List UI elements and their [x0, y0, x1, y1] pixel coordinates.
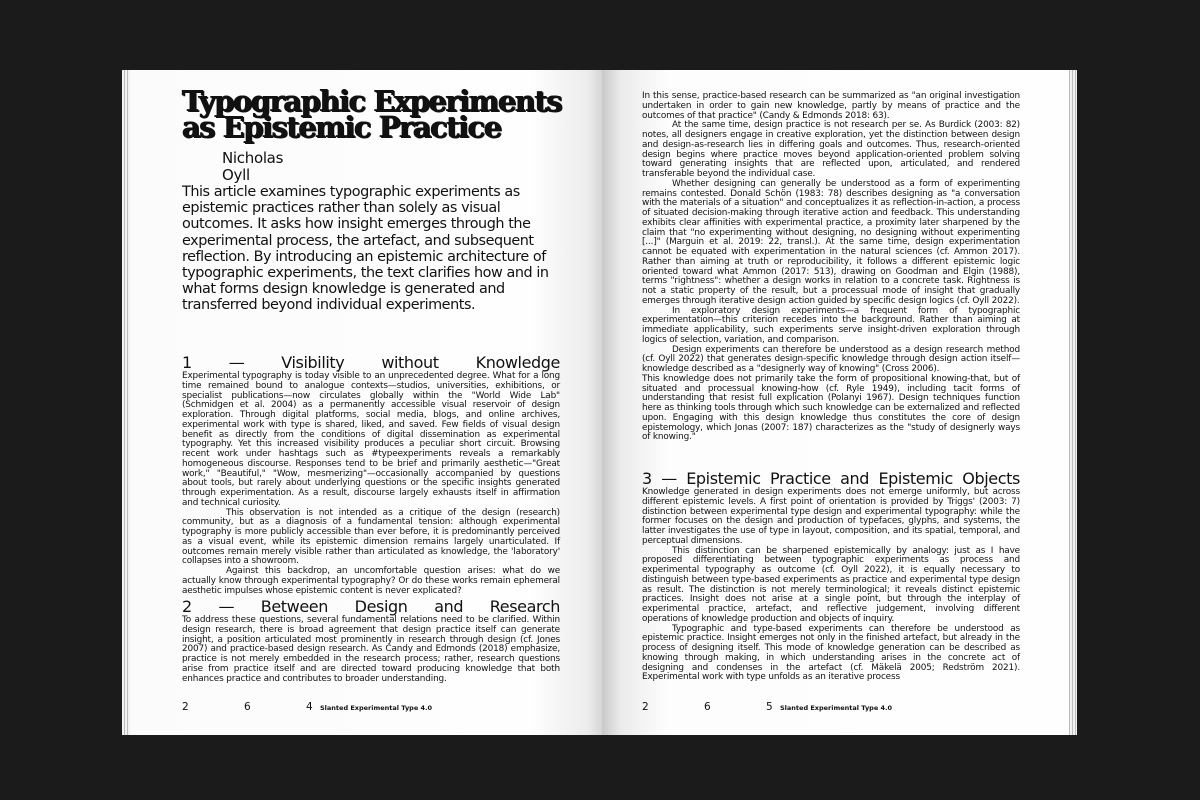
section-2-body	[182, 616, 560, 684]
section-word: Between	[260, 597, 328, 616]
running-footer: Slanted Experimental Type 4.0	[780, 704, 893, 712]
paragraph: This distinction can be sharpened epistemically by analogy: just as I have proposed differentiating between typographic experiments as process and experimental typography as outcome (cf. Oyll 2022), it is equally necessary to distinguish between type-based experiments as practice and experimental type design as result. The distinction is not merely terminological; it reveals distinct epistemic practices. Insight does not arise at a single point, but through the interplay of experimental practice, artefact, and reflective judgement, involving different operations of knowledge production and objects of inquiry.	[642, 545, 1020, 624]
section-word: Epistemic	[878, 469, 953, 488]
section-number: 3	[642, 469, 652, 488]
left-page	[130, 70, 602, 735]
folio-left	[182, 701, 432, 713]
section-word: Design	[354, 597, 408, 616]
paragraph: In this sense, practice-based research can be summarized as "an original investigation undertaken in order to gain new knowledge, partly by means of practice and the outcomes of that practice" (Candy & Edmonds 2018: 63).	[642, 91, 1020, 121]
section-1-heading	[182, 354, 560, 372]
section-dash: —	[218, 597, 235, 616]
section-word: Epistemic	[686, 469, 761, 488]
paragraph: This observation is not intended as a critique of the design (research) community, but as a diagnosis of a fundamental tension: although experimental typography is more publicly accessible than ever before, it is predominantly perceived as a visual event, while its epistemic dimension remains largely unarticulated. If outcomes remain merely visible rather than articulated as knowledge, the 'laboratory' collapses into a showroom.	[182, 507, 560, 567]
section-word: without	[381, 353, 439, 372]
section-2-heading	[182, 598, 560, 616]
paragraph: Whether designing can generally be understood as a form of experimenting remains contested. Donald Schön (1983: 78) describes designing as "a conversation with the materials of a situation" and conceptualizes it as reflection-in-action, a process of situated decision-making through iterative action and feedback. This understanding exhibits clear affinities with experimental practice, a proximity later sharpened by the claim that "no experimenting without designing, no designing without experimenting [...]" (Marguin et al. 2019: 22, transl.). At the same time, design experimentation cannot be equated with experimentation in the natural sciences (cf. Ammon 2017). Rather than aiming at truth or reproducibility, it follows a different epistemic logic oriented toward what Ammon (2017: 513), drawing on Goodman and Elgin (1988), terms "rightness": whether a design works in relation to a concrete task. Rightness is not a static property of the result, but a processual mode of insight that gradually emerges through iterative design action guided by specific design logics (cf. Oyll 2022).	[642, 178, 1020, 306]
section-word: and	[434, 597, 464, 616]
page-number-digit: 4	[306, 701, 313, 713]
open-book	[122, 70, 1077, 735]
paragraph: To address these questions, several fundamental relations need to be clarified. Within design research, there is broad agreement that design practice itself can generate insight, a position articulated most prominently in research through design (cf. Jones 2007) and practice-based design research. As Candy and Edmonds (2018) emphasize, practice is not merely embedded in the research process; rather, research questions arise from practice itself and are directed toward producing knowledge that both enhances practice and contributes to broader understanding.	[182, 615, 560, 684]
paragraph: Typographic and type-based experiments can therefore be understood as epistemic practice. Insight emerges not only in the finished artefact, but already in the process of designing itself. This mode of knowledge generation can be described as knowing through making, in which understanding arises in the concrete act of designing and condenses in the artefact (cf. Mäkelä 2005; Redström 2021). Experimental work with type unfolds as an iterative process	[642, 623, 1020, 683]
article-abstract: This article examines typographic experiments as epistemic practices rather than solely as visual outcomes. It asks how insight emerges through the experimental process, the artefact, and subsequent reflection. By introducing an epistemic architecture of typographic experiments, the text clarifies how and in what forms design knowledge is generated and transferred beyond individual experiments.	[182, 184, 549, 314]
paragraph: This knowledge does not primarily take the form of propositional knowing-that, but of situated and processual knowing-how (cf. Ryle 1949), including tacit forms of understanding that resist full explication (Polanyi 1967). Design techniques function here as thinking tools through which such knowledge can be externalized and reflected upon. Engaging with this design knowledge thus constitutes the core of design epistemology, which Jonas (2007: 187) characterizes as the "study of designerly ways of knowing."	[642, 373, 1020, 443]
author-name	[222, 150, 283, 184]
folio-right	[642, 701, 892, 713]
right-page-body	[642, 92, 1020, 443]
section-word: Research	[489, 597, 560, 616]
author-last-name: Oyll	[222, 166, 250, 184]
section-word: Visibility	[281, 353, 345, 372]
page-number-digit: 6	[244, 701, 251, 713]
page-number-digit: 6	[704, 701, 711, 713]
section-dash: —	[661, 469, 677, 488]
section-dash: —	[228, 353, 245, 372]
paragraph: Experimental typography is today visible to an unprecedented degree. What for a long time remained bound to analogue contexts—studios, universities, exhibitions, or specialist publications—now circulates globally within the "World Wide Lab" (Schmidgen et al. 2004) as a permanently accessible visual reservoir of design exploration. Through digital platforms, social media, blogs, and online archives, experimental work with type is shared, liked, and saved. Few fields of visual design benefit as directly from the conditions of digital dissemination as experimental typography. Yet this increased visibility produces a peculiar short circuit. Browsing recent work under hashtags such as #typeexperiments reveals a remarkably homogeneous discourse. Responses tend to be brief and primarily aesthetic—"Great work," "Beautiful," "Wow, mesmerizing"—occasionally accompanied by questions about tools, but rarely about underlying questions or the specific insights generated through experimentation. As a result, discourse largely exhausts itself in affirmation and technical curiosity.	[182, 371, 560, 508]
section-3-body	[642, 488, 1020, 683]
section-3-heading	[642, 470, 1020, 488]
page-number-digit: 5	[766, 701, 773, 713]
paragraph: At the same time, design practice is not research per se. As Burdick (2003: 82) notes, all designers engage in creative exploration, yet the distinction between design and design-as-research lies in differing goals and outcomes. Thus, research-oriented design begins where practice moves beyond application-oriented problem solving toward generating insights that are reflected upon, articulated, and rendered transferable beyond the individual case.	[642, 120, 1020, 179]
page-number-digit: 2	[182, 701, 189, 713]
section-word: Objects	[962, 469, 1020, 488]
section-number: 1	[182, 353, 192, 372]
author-first-name: Nicholas	[222, 149, 284, 167]
paragraph: In exploratory design experiments—a frequent form of typographic experimentation—this criterion recedes into the background. Rather than aiming at immediate applicability, such experiments serve insight-driven exploration through logics of selection, variation, and comparison.	[642, 305, 1020, 345]
section-number: 2	[182, 597, 192, 616]
section-word: and	[840, 469, 870, 488]
running-footer: Slanted Experimental Type 4.0	[320, 704, 433, 712]
section-word: Knowledge	[475, 353, 560, 372]
paragraph: Against this backdrop, an uncomfortable question arises: what do we actually know through experimental typography? Or do these works remain ephemeral aesthetic impulses whose epistemic content is never explicated?	[182, 566, 560, 596]
article-title: Typographic Experiments as Epistemic Practice	[182, 84, 562, 144]
section-1-body	[182, 372, 560, 596]
section-word: Practice	[770, 469, 831, 488]
paragraph: Design experiments can therefore be understood as a design research method (cf. Oyll 2022) that generates design-specific knowledge through design action itself—knowledge described as a "designerly way of knowing" (Cross 2006).	[642, 344, 1020, 374]
paragraph: Knowledge generated in design experiments does not emerge uniformly, but across different epistemic levels. A first point of orientation is provided by Triggs' (2003: 7) distinction between experimental type design and experimental typography: while the former focuses on the design and production of typefaces, glyphs, and systems, the latter investigates the use of type in layout, composition, and its spatial, temporal, and perceptual dimensions.	[642, 487, 1020, 546]
page-number-digit: 2	[642, 701, 649, 713]
right-page	[602, 70, 1069, 735]
